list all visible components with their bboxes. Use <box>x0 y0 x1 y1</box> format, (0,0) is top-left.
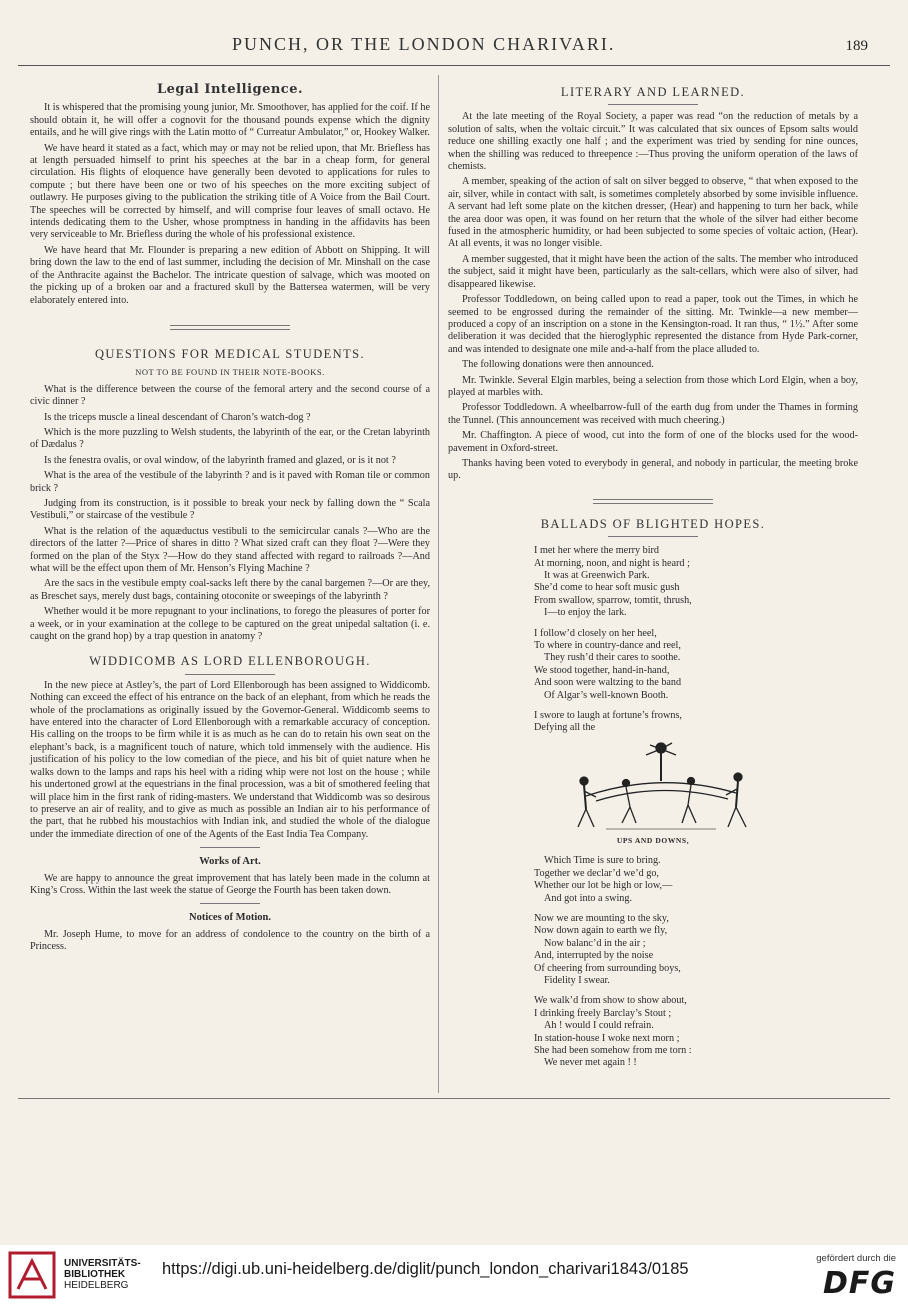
notices-of-motion-title: Notices of Motion. <box>189 912 271 924</box>
poem-line: Now down again to earth we fly, <box>534 925 668 937</box>
poem-line: Now balanc’d in the air ; <box>544 937 646 949</box>
questions-body <box>30 384 430 644</box>
poem-line: We stood together, hand-in-hand, <box>534 664 670 676</box>
poem-line: And soon were waltzing to the band <box>534 677 682 689</box>
poem-line: And, interrupted by the noise <box>534 950 654 962</box>
poem-line: She had been somehow from me torn : <box>534 1044 692 1056</box>
university-library-logo-icon <box>8 1251 56 1299</box>
questions-subtitle: NOT TO BE FOUND IN THEIR NOTE-BOOKS. <box>135 367 325 378</box>
poem-line: We walk’d from show to show about, <box>534 995 687 1007</box>
permalink-url[interactable]: https://digi.ub.uni-heidelberg.de/diglit/punch_london_charivari1843/0185 <box>162 1260 689 1278</box>
literary-title: LITERARY AND LEARNED. <box>560 85 746 99</box>
questions-title: QUESTIONS FOR MEDICAL STUDENTS. <box>94 346 366 361</box>
works-of-art-text: We are happy to announce the great improvement that has lately been made in the column at King’s Cross. Within the last week the statue of George the Fourth has been taken down. <box>30 872 430 896</box>
widdicomb-title: WIDDICOMB AS LORD ELLENBOROUGH. <box>89 654 371 669</box>
paragraph: What is the difference between the course of the femoral artery and the second course of a civic dinner ? <box>30 383 430 408</box>
paragraph: Professor Toddledown, on being called upon to read a paper, took out the Times, in which he seemed to be engrossed during the remainder of the sitting. Mr. Twinkle—a new member—produced a copy of an inscription on a stone in the Kensington-road. It ran thus, “ 1½.” After some deliberation it was decided that the hieroglyphic represented the distance from Hyde Park-corner, and was intended to designate one mile and-a-half from the place alluded to. <box>448 294 858 355</box>
paragraph: We have heard it stated as a fact, which may or may not be relied upon, that Mr. Briefless has at length persuaded himself to print his speeches at the bar in a cheap form, for general circulation. His flights of eloquence have generally been devoted to applications for rules to compute ; but there have been one or two of his speeches on the more exciting subject of outlawry. He purposes giving to the publication the striking title of A Voice from the Bail Court. The speeches will be corrected by himself, and will comprise four leaves of small octavo. He intends dedicating them to the Usher, whose promptness in handing in the affidavits has been very serviceable to Mr. Briefless during the whole of his professional existence. <box>30 142 430 241</box>
paragraph: Professor Toddledown. A wheelbarrow-full of the earth dug from under the Thames in forming the Tunnel. (This announcement was received with much cheering.) <box>448 402 858 426</box>
stanza <box>534 913 858 987</box>
paragraph: Are the sacs in the vestibule empty coal-sacks left there by the canal bargemen ?—Or are they, as Breschet says, merely dust bags, containing otoconite or sweepings of the labyrinth ? <box>30 578 430 602</box>
widdicomb-body <box>30 680 430 841</box>
poem-line: I met her where the merry bird <box>534 545 660 557</box>
paragraph: At the late meeting of the Royal Society, a paper was read “on the reduction of metals by a solution of salts, when the voltaic circuit.” It was calculated that six ounces of Epsom salts would reduce one shilling exactly one half ; and the experiment was tried by sending for nine ounces, when the shilling was reduced to threepence :—Thus proving the uniform operation of the laws of chemists. <box>448 111 858 173</box>
paragraph: Which is the more puzzling to Welsh students, the labyrinth of the ear, or the Cretan labyrinth of Dædalus ? <box>30 426 430 451</box>
paragraph: We have heard that Mr. Flounder is preparing a new edition of Abbott on Shipping. It will bring down the law to the end of last summer, including the decision of Mr. Minshall on the case of the Anthracite against the Bachelor. The intricate question of salvage, which was mooted on the picking up of a broken oar and a fractured skull by the Battersea watermen, will be very elaborately entered into. <box>30 244 430 306</box>
stanza <box>534 855 858 905</box>
paragraph: Thanks having been voted to everybody in general, and nobody in particular, the meeting broke up. <box>448 457 858 482</box>
paragraph: Judging from its construction, is it possible to break your neck by falling down the “ Scala Vestibuli,” or staircase of the vestibule ? <box>30 497 430 522</box>
paragraph: Whether would it be more repugnant to your inclinations, to forego the pleasures of porter for a week, or in your examination at the college to be captured on the great unipedal saltation (i. e. caught on the grand hop) by a trap question in anatomy ? <box>30 606 430 643</box>
poem-line: They rush’d their cares to soothe. <box>544 652 681 664</box>
ballad-poem-continued <box>534 855 858 1070</box>
poem-line: She’d come to hear soft music gush <box>534 582 680 594</box>
library-line: HEIDELBERG <box>64 1280 129 1291</box>
poem-line: We never met again ! ! <box>544 1057 637 1069</box>
paragraph: A member, speaking of the action of salt on silver begged to observe, “ that when exposed to the air, silver, while in contact with salt, is sometimes completely absorbed by some invisible influence. A servant had left some plate on the kitchen dresser, (Hear) and happening to turn her back, while the area door was open, it was found on her return that the whole of the silver had either become fused in the atmospheric humidity, or had been subjected to some species of voltaic action, (Hear). At all events, it was no longer visible. <box>448 176 858 250</box>
poem-line: It was at Greenwich Park. <box>544 570 650 581</box>
section-divider <box>608 536 698 537</box>
right-column <box>448 84 858 1078</box>
poem-line: From swallow, sparrow, tomtit, thrush, <box>534 594 692 606</box>
column-divider <box>438 75 439 1093</box>
poem-line: Whether our lot be high or low,— <box>534 880 673 892</box>
poem-line: I follow’d closely on her heel, <box>534 627 657 639</box>
works-of-art-title: Works of Art. <box>199 856 261 868</box>
paragraph: Mr. Twinkle. Several Elgin marbles, being a selection from those which Lord Elgin, when a boy, played at marbles with. <box>448 374 858 398</box>
swing-rope <box>596 790 728 801</box>
notices-of-motion-text: Mr. Joseph Hume, to move for an address of condolence to the country on the birth of a Princess. <box>30 928 430 953</box>
stanza <box>534 995 858 1069</box>
paragraph: Is the fenestra ovalis, or oval window, of the labyrinth framed and glazed, or is it not ? <box>44 454 396 466</box>
library-line: UNIVERSITÄTS- <box>64 1258 141 1269</box>
paragraph: Mr. Chaffington. A piece of wood, cut into the form of one of the blocks used for the wood-pavement in Oxford-street. <box>448 430 858 454</box>
poem-line: I—to enjoy the lark. <box>544 607 627 619</box>
paragraph: In the new piece at Astley’s, the part of Lord Ellenborough has been assigned to Widdicomb. Nothing can exceed the effect of his entrance on the back of an elephant, from which he reads the whole of the proclamations as originally issued by the Governor-General. Widdicomb seems to have entered into the character of Lord Ellenborough with a remarkable accuracy of conception. His calling on the troops to be firm while it is as much as he can do to retain his own seat on the elephant’s back, is a magnificent touch of nature, which told immensely with the audience. His justification of his policy to the low comedian of the piece, and his bit of quiet nature when he walks down to the lamps and raps his heel with a riding whip were not lost on the house ; while his undertoned growl at the equestrians in the final procession, was a bit of smothered feeling that will place him in the first rank of riding-masters. We understand that Widdicomb was so desirous to preserve an air of reality, and to give as much as possible an Indian air to his performance of the part, that he rubbed his moustachios with Indian ink, and studied the whole of the dialogue under the immediate direction of one of the Agents of the East India Tea Company. <box>30 679 430 840</box>
literary-body <box>448 111 858 482</box>
poem-line: Defying all the <box>534 722 596 734</box>
paragraph: Is the triceps muscle a lineal descendant of Charon’s watch-dog ? <box>44 411 311 423</box>
page-header <box>0 28 908 58</box>
funded-by-label: gefördert durch die <box>816 1253 896 1264</box>
poem-line: Ah ! would I could refrain. <box>544 1020 654 1032</box>
poem-line: To where in country-dance and reel, <box>534 640 681 652</box>
library-name <box>64 1258 141 1291</box>
paragraph: It is whispered that the promising young junior, Mr. Smoothover, has applied for the coif. If he should obtain it, he will offer a cognovit for the thousand pounds expense which the dignity entails, and he will give rings with the Latin motto of “ Curreatur Ambulator,” or, Hookey Walker. <box>30 102 430 139</box>
poem-line: Now we are mounting to the sky, <box>534 912 669 924</box>
poem-line: Which Time is sure to bring. <box>544 855 661 867</box>
left-column <box>30 84 430 957</box>
stanza <box>534 545 858 619</box>
header-rule <box>18 65 890 66</box>
page-number: 189 <box>845 38 868 54</box>
section-divider <box>200 847 260 848</box>
ballad-poem <box>534 545 858 735</box>
legal-intelligence-title: Legal Intelligence. <box>156 82 304 97</box>
poem-line: At morning, noon, and night is heard ; <box>534 557 690 569</box>
section-divider <box>608 104 698 105</box>
library-line: BIBLIOTHEK <box>64 1269 126 1280</box>
swing-rope <box>586 783 736 796</box>
poem-line: And got into a swing. <box>544 892 633 904</box>
poem-line: I swore to laugh at fortune’s frowns, <box>534 710 682 722</box>
poem-line: Together we declar’d we’d go, <box>534 867 659 879</box>
paragraph: A member suggested, that it might have been the action of the salts. The member who introduced the subject, said it might have been, particularly as the salt-cellars, which were also of silver, had disappeared likewise. <box>448 253 858 290</box>
section-divider <box>170 325 290 330</box>
stanza <box>534 710 858 735</box>
paragraph: What is the relation of the aquæductus vestibuli to the semicircular canals ?—Who are the directors of the latter ?—Price of shares in ditto ? What sized craft can they float ?—Were they formed on the plan of the Styx ?—How do they stand affected with regard to railroads ?—And what will be the effect upon them of Mr. Henson’s Flying Machine ? <box>30 525 430 574</box>
poem-line: Fidelity I swear. <box>544 974 610 986</box>
running-title: PUNCH, OR THE LONDON CHARIVARI. <box>232 34 616 54</box>
section-divider <box>200 903 260 904</box>
paragraph: The following donations were then announced. <box>462 359 654 371</box>
poem-line: Of Algar’s well-known Booth. <box>544 689 669 701</box>
section-divider <box>185 674 275 675</box>
section-divider <box>593 499 713 504</box>
paragraph: What is the area of the vestibule of the labyrinth ? and is it paved with Roman tile or common brick ? <box>30 470 430 494</box>
digitization-footer <box>0 1245 908 1308</box>
legal-intelligence-body <box>30 102 430 307</box>
swing-illustration <box>566 741 756 833</box>
stanza <box>534 628 858 702</box>
poem-line: Of cheering from surrounding boys, <box>534 962 681 974</box>
poem-line: In station-house I woke next morn ; <box>534 1032 680 1044</box>
ballads-title: BALLADS OF BLIGHTED HOPES. <box>540 516 766 531</box>
illustration-caption: UPS AND DOWNS, <box>616 835 690 845</box>
poem-line: I drinking freely Barclay’s Stout ; <box>534 1007 672 1019</box>
bottom-rule <box>18 1098 890 1099</box>
dfg-logo: DFG <box>822 1266 896 1301</box>
